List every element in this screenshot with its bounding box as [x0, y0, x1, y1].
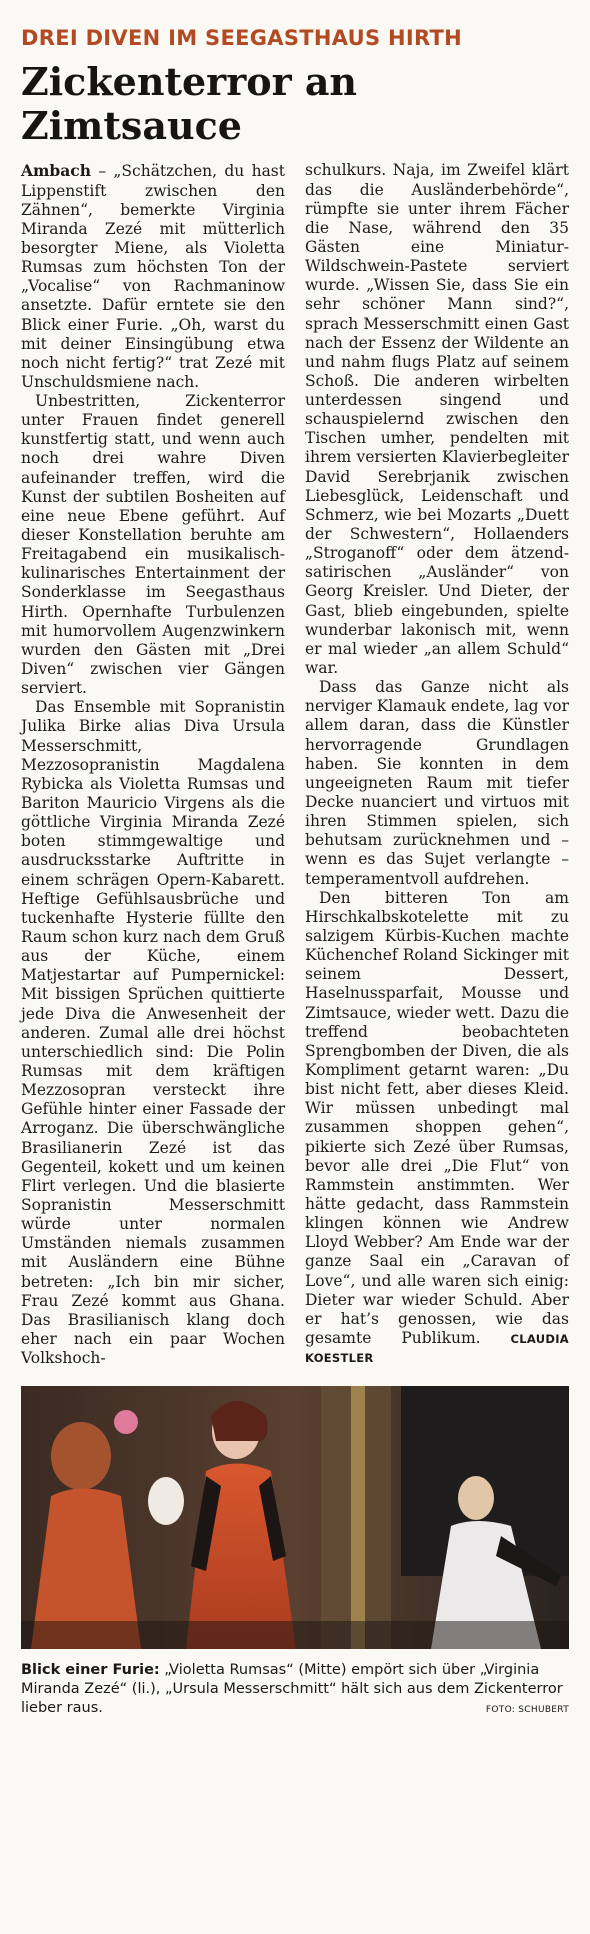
photo-caption: [21, 1661, 569, 1718]
caption-text: „Violetta Rumsas“ (Mitte) empört sich über „Virginia Miranda Zezé“ (li.), „Ursula Messerschmitt“ hält sich aus dem Zickenterror lieber raus.: [21, 1662, 563, 1716]
article-body: [21, 161, 569, 1368]
author-byline: CLAUDIA KOESTLER: [305, 1331, 569, 1366]
paragraph: Ambach – „Schätzchen, du hast Lippenstift zwischen den Zähnen“, bemerkte Virginia Miranda Zezé mit mütterlich besorgter Miene, als Violetta Rumsas zum höchsten Ton der „Vocalise“ von Rachmaninow ansetzte. Dafür erntete sie den Blick einer Furie. „Oh, warst du mit deiner Einsingübung etwa noch nicht fertig?“ trat Zezé mit Unschuldsmiene nach.: [21, 161, 285, 391]
column-right: [305, 161, 569, 1368]
paragraph: schulkurs. Naja, im Zweifel klärt das die Ausländerbehörde“, rümpfte sie unter ihrem Fächer die Nase, während den 35 Gästen eine Miniatur-Wildschwein-Pastete serviert wurde. „Wissen Sie, dass Sie ein sehr schöner Mann sind?“, sprach Messerschmitt einen Gast nach der Essenz der Wildente an und nahm flugs Platz auf seinem Schoß. Die anderen wirbelten unterdessen singend und schauspielernd zwischen den Tischen umher, pendelten mit ihrem versierten Klavierbegleiter David Serebrjanik zwischen Liebesglück, Leidenschaft und Schmerz, wie bei Mozarts „Duett der Schwestern“, Hollaenders „Stroganoff“ oder dem ätzend-satirischen „Ausländer“ von Georg Kreisler. Und Dieter, der Gast, blieb eingebunden, spielte wunderbar lakonisch mit, wenn er mal wieder „an allem Schuld“ war.: [305, 161, 569, 678]
dateline: Ambach: [21, 161, 92, 181]
caption-lead: Blick einer Furie:: [21, 1662, 160, 1679]
headline: Zickenterror an Zimtsauce: [21, 59, 358, 148]
photo-credit: FOTO: SCHUBERT: [485, 1704, 569, 1715]
paragraph: Unbestritten, Zickenterror unter Frauen findet generell kunstfertig statt, und wenn auch noch drei wahre Diven aufeinander treffen, wird die Kunst der subtilen Bosheiten auf eine neue Ebene geführt. Auf dieser Konstellation beruhte am Freitagabend ein musikalisch-kulinarisches Entertainment der Sonderklasse im Seegasthaus Hirth. Opernhafte Turbulenzen mit humorvollem Augenzwinkern wurden den Gästen mit „Drei Diven“ zwischen vier Gängen serviert.: [21, 392, 285, 698]
paragraph: Den bitteren Ton am Hirschkalbskotelette mit zu salzigem Kürbis-Kuchen machte Küchenchef Roland Sickinger mit seinem Dessert, Haselnussparfait, Mousse und Zimtsauce, wieder wett. Dazu die treffend beobachteten Sprengbomben der Diven, die als Kompliment getarnt waren: „Du bist nicht fett, aber dieses Kleid. Wir müssen unbedingt mal zusammen shoppen gehen“, pikierte sich Zezé über Rumsas, bevor alle drei „Die Flut“ von Rammstein anstimmten. Wer hätte gedacht, dass Rammstein klingen können wie Andrew Lloyd Webber? Am Ende war der ganze Saal ein „Caravan of Love“, und alle waren sich einig: Dieter war wieder Schuld. Aber er hat’s genossen, wie das gesamte Publikum. CLAUDIA KOESTLER: [305, 888, 569, 1366]
paragraph: Dass das Ganze nicht als nerviger Klamauk endete, lag vor allem daran, dass die Künstler hervorragende Grundlagen haben. Sie konnten in dem ungeeigneten Raum mit tiefer Decke nuanciert und virtuos mit ihren Stimmen spielen, sich behutsam zurücknehmen und – wenn es das Sujet verlangte – temperamentvoll aufdrehen.: [305, 678, 569, 888]
column-left: [21, 161, 285, 1368]
performance-photo: [21, 1386, 569, 1649]
paragraph: Das Ensemble mit Sopranistin Julika Birke alias Diva Ursula Messerschmitt, Mezzosopranistin Magdalena Rybicka als Violetta Rumsas und Bariton Mauricio Virgens als die göttliche Virginia Miranda Zezé boten stimmgewaltige und ausdrucksstarke Auftritte in einem schrägen Opern-Kabarett. Heftige Gefühlsausbrüche und tuckenhafte Hysterie füllte den Raum schon kurz nach dem Gruß aus der Küche, einem Matjestartar auf Pumpernickel: Mit bissigen Sprüchen quittierte jede Diva die Anwesenheit der anderen. Zumal alle drei höchst unterschiedlich sind: Die Polin Rumsas mit dem kräftigen Mezzosopran versteckt ihre Gefühle hinter einer Fassade der Arroganz. Die überschwängliche Brasilianerin Zezé ist das Gegenteil, kokett und um keinen Flirt verlegen. Und die blasierte Sopranistin Messerschmitt würde unter normalen Umständen niemals zusammen mit Ausländern eine Bühne betreten: „Ich bin mir sicher, Frau Zezé kommt aus Ghana. Das Brasilianisch klang doch eher nach ein paar Wochen Volkshoch-: [21, 698, 285, 1368]
kicker: DREI DIVEN IM SEEGASTHAUS HIRTH: [21, 26, 463, 50]
photo-illustration: [21, 1386, 569, 1649]
